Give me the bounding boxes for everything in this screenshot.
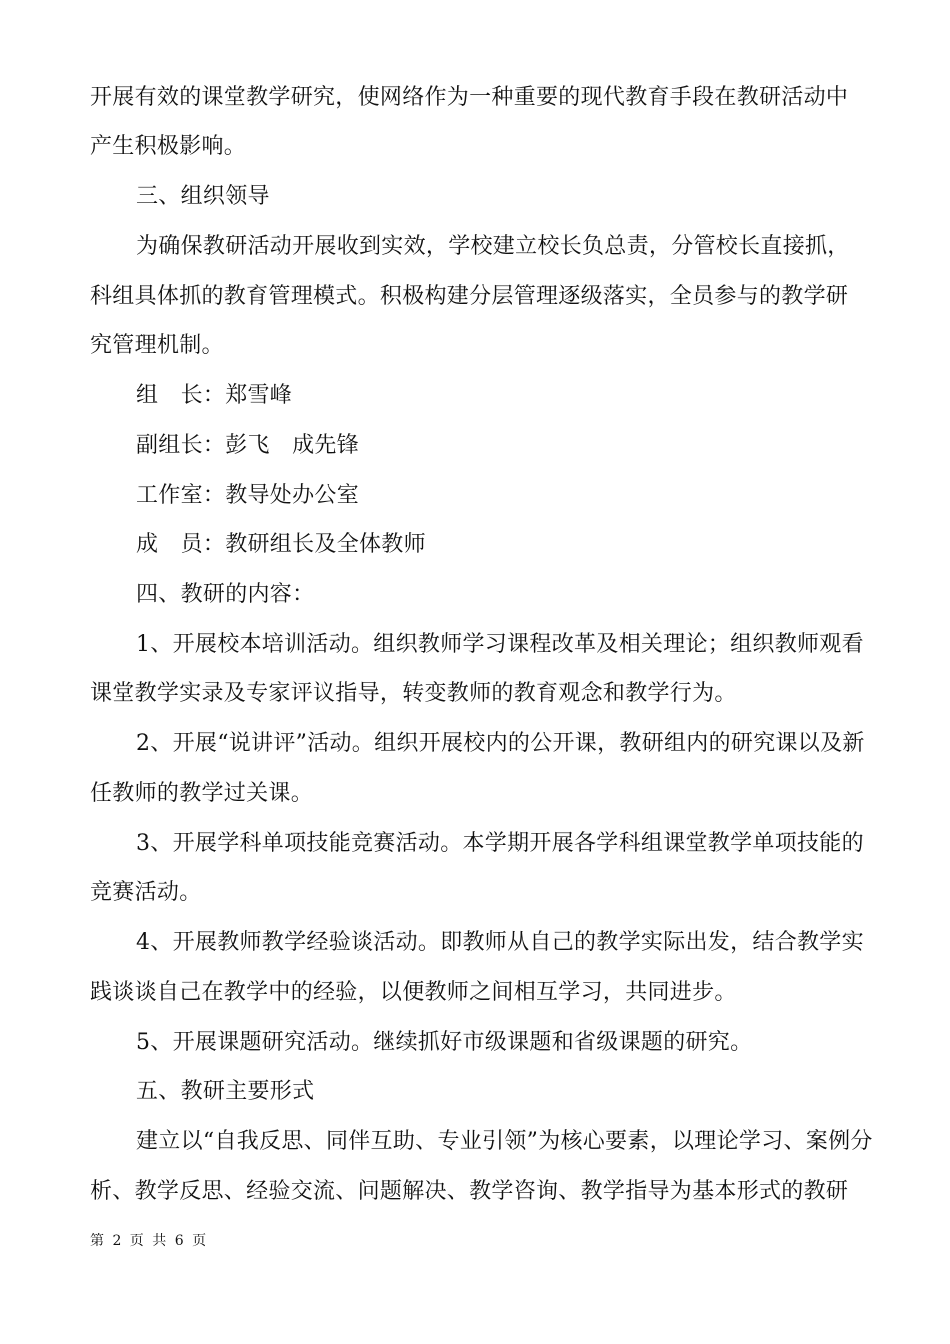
text-line: 1、开展校本培训活动。组织教师学习课程改革及相关理论；组织教师观看 [136, 632, 864, 657]
section-heading: 四、教研的内容： [136, 582, 315, 607]
text-line: 3、开展学科单项技能竞赛活动。本学期开展各学科组课堂教学单项技能的 [136, 831, 864, 856]
text-line: 组 长：郑雪峰 [136, 383, 293, 408]
section-heading: 五、教研主要形式 [136, 1079, 315, 1104]
page-number-footer: 第 2 页 共 6 页 [90, 1233, 209, 1249]
text-line: 建立以“自我反思、同伴互助、专业引领”为核心要素，以理论学习、案例分 [136, 1129, 873, 1154]
text-line: 究管理机制。 [90, 333, 224, 358]
text-line: 成 员：教研组长及全体教师 [136, 532, 426, 557]
text-line: 5、开展课题研究活动。继续抓好市级课题和省级课题的研究。 [136, 1030, 753, 1055]
text-line: 4、开展教师教学经验谈活动。即教师从自己的教学实际出发，结合教学实 [136, 930, 864, 955]
text-line: 为确保教研活动开展收到实效，学校建立校长负总责，分管校长直接抓， [136, 234, 850, 259]
text-line: 副组长：彭飞 成先锋 [136, 433, 360, 458]
text-line: 产生积极影响。 [90, 134, 247, 159]
text-line: 开展有效的课堂教学研究，使网络作为一种重要的现代教育手段在教研活动中 [90, 85, 849, 110]
text-line: 竞赛活动。 [90, 880, 202, 905]
text-line: 2、开展“说讲评”活动。组织开展校内的公开课，教研组内的研究课以及新 [136, 731, 865, 756]
text-line: 任教师的教学过关课。 [90, 781, 314, 806]
section-heading: 三、组织领导 [136, 184, 270, 209]
text-line: 践谈谈自己在教学中的经验，以便教师之间相互学习，共同进步。 [90, 980, 737, 1005]
text-line: 课堂教学实录及专家评议指导，转变教师的教育观念和教学行为。 [90, 681, 737, 706]
text-line: 工作室：教导处办公室 [136, 483, 360, 508]
text-line: 析、教学反思、经验交流、问题解决、教学咨询、教学指导为基本形式的教研 [90, 1179, 849, 1204]
text-line: 科组具体抓的教育管理模式。积极构建分层管理逐级落实，全员参与的教学研 [90, 284, 849, 309]
